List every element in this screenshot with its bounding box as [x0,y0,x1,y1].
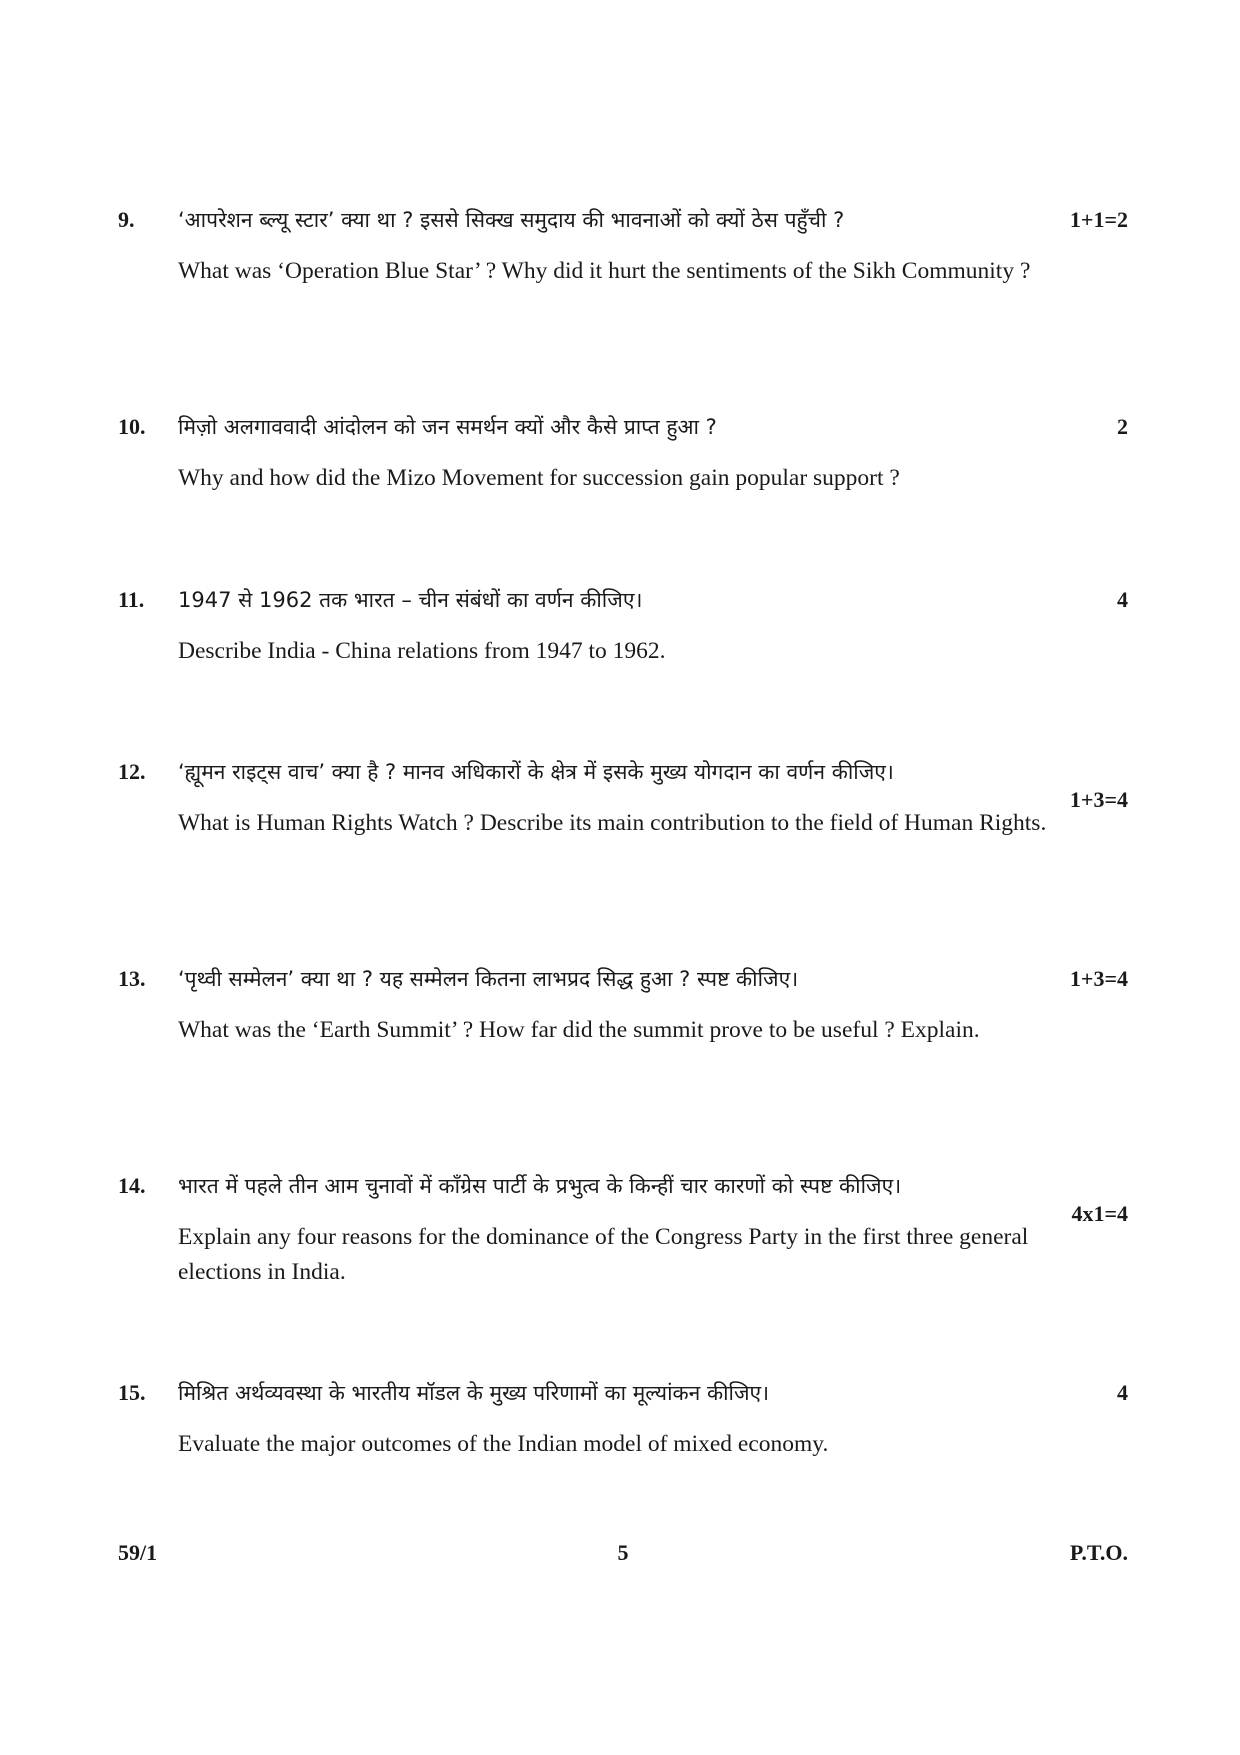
question-number: 10. [118,414,146,439]
question-number: 12. [118,759,146,784]
page-number: 5 [617,1540,629,1565]
question-number: 14. [118,1173,146,1198]
question-14 [118,1166,1128,1290]
question-11 [118,580,1128,669]
question-15 [118,1373,1128,1462]
question-text-english: Evaluate the major outcomes of the Indian model of mixed economy. [178,1431,829,1457]
paper-code: 59/1 [118,1540,158,1565]
marks-label: 1+3=4 [1069,787,1128,812]
marks-label: 4x1=4 [1071,1201,1128,1226]
question-text-english: Describe India - China relations from 1947 to 1962. [178,638,666,664]
question-text-english: What was ‘Operation Blue Star’ ? Why did it hurt the sentiments of the Sikh Community ? [178,258,1031,284]
question-text-english: Explain any four reasons for the dominance of the Congress Party in the first three general elections in India. [178,1224,1029,1285]
question-9 [118,200,1128,289]
question-text-english: Why and how did the Mizo Movement for succession gain popular support ? [178,465,900,491]
marks-label: 1+3=4 [1069,966,1128,991]
page-footer [118,1535,1128,1571]
question-10 [118,407,1128,496]
question-text-hindi: मिज़ो अलगाववादी आंदोलन को जन समर्थन क्यों और कैसे प्राप्त हुआ ? [178,415,717,439]
marks-label: 4 [1117,587,1128,612]
question-number: 15. [118,1380,146,1405]
question-text-hindi: ‘पृथ्वी सम्मेलन’ क्या था ? यह सम्मेलन कितना लाभप्रद सिद्ध हुआ ? स्पष्ट कीजिए। [178,967,799,991]
question-text-hindi: ‘ह्यूमन राइट्स वाच’ क्या है ? मानव अधिकारों के क्षेत्र में इसके मुख्य योगदान का वर्णन कीजिए। [178,760,894,784]
question-text-hindi: मिश्रित अर्थव्यवस्था के भारतीय मॉडल के मुख्य परिणामों का मूल्यांकन कीजिए। [178,1381,770,1405]
marks-label: 1+1=2 [1069,207,1128,232]
marks-label: 2 [1117,414,1128,439]
question-13 [118,959,1128,1048]
marks-label: 4 [1117,1380,1128,1405]
question-text-english: What was the ‘Earth Summit’ ? How far did the summit prove to be useful ? Explain. [178,1017,980,1043]
question-number: 13. [118,966,146,991]
question-text-hindi: भारत में पहले तीन आम चुनावों में काँग्रेस पार्टी के प्रभुत्व के किन्हीं चार कारणों को स्पष्ट कीजिए। [178,1174,902,1198]
question-text-hindi: ‘आपरेशन ब्ल्यू स्टार’ क्या था ? इससे सिक्ख समुदाय की भावनाओं को क्यों ठेस पहुँची ? [178,208,845,232]
question-number: 11. [118,587,145,612]
question-number: 9. [118,207,135,232]
question-text-hindi: 1947 से 1962 तक भारत – चीन संबंधों का वर्णन कीजिए। [178,588,643,612]
pto-label: P.T.O. [1069,1540,1128,1565]
question-12 [118,752,1128,841]
question-text-english: What is Human Rights Watch ? Describe its main contribution to the field of Human Rights. [178,810,1047,836]
